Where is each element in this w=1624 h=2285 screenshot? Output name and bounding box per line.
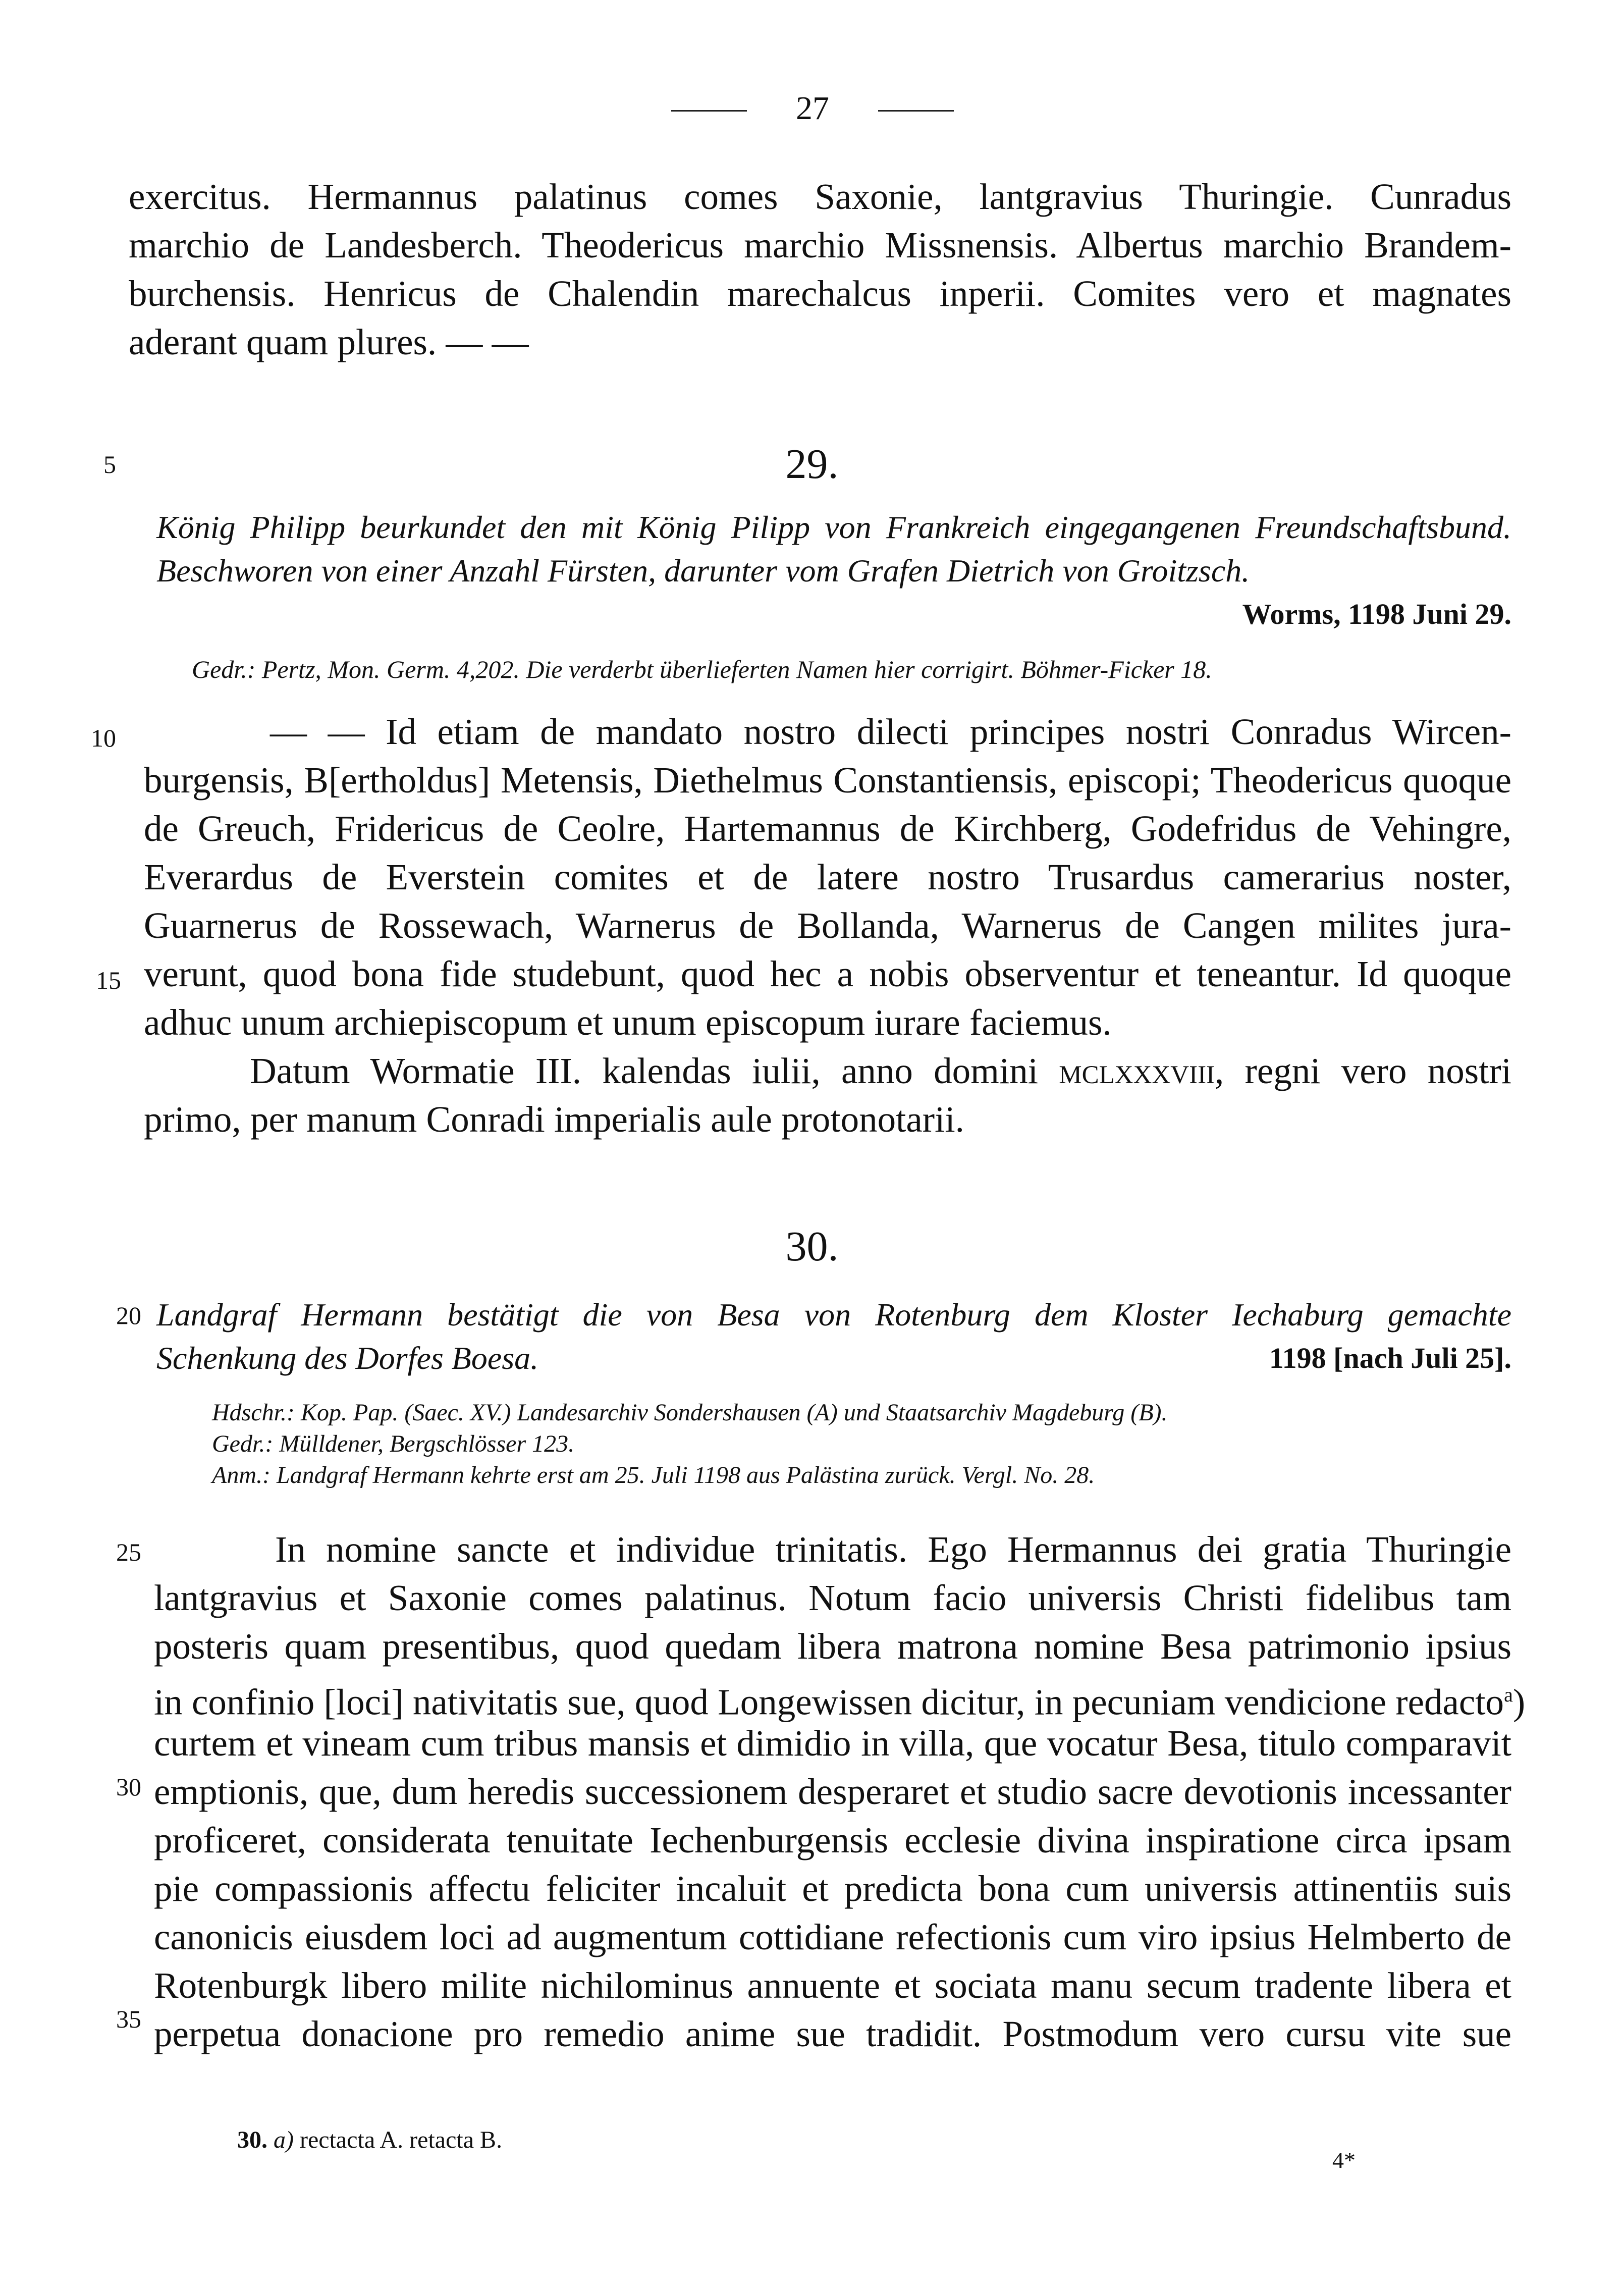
doc30-text: [154, 1524, 1526, 2080]
summary-line: Landgraf Hermann bestätigt die von Besa von Rotenburg dem Kloster Iechaburg gemachte: [156, 1297, 1511, 1333]
text-line: curtem et vineam cum tribus mansis et dimidio in villa, que vocatur Besa, titulo comparavit: [154, 1723, 1511, 1764]
meta-line: Hdschr.: Kop. Pap. (Saec. XV.) Landesarchiv Sondershausen (A) und Staatsarchiv Magdeburg (B).: [212, 1399, 1168, 1426]
line-number-5: 5: [103, 450, 116, 479]
text-line-content: in confinio [loci] nativitatis sue, quod Longewissen dicitur, in pecuniam vendicione redacto: [154, 1681, 1504, 1723]
text-line: primo, per manum Conradi imperialis aule protonotarii.: [144, 1099, 964, 1140]
text-line: burchensis. Henricus de Chalendin marechalcus inperii. Comites vero et magnates: [129, 273, 1511, 314]
header-rule-right: [878, 110, 954, 112]
doc30-meta: [212, 1398, 1423, 1499]
text-line: emptionis, que, dum heredis successionem desperaret et studio sacre devotionis incessanter: [154, 1771, 1511, 1812]
footnote-marker: a: [1504, 1683, 1513, 1706]
summary-line: Schenkung des Dorfes Boesa.: [156, 1340, 539, 1376]
meta-line: Gedr.: Mülldener, Bergschlösser 123.: [212, 1430, 575, 1457]
line-number-35: 35: [116, 2005, 141, 2033]
text-line: Everardus de Everstein comites et de latere nostro Trusardus camerarius noster,: [144, 857, 1511, 897]
line-number-20: 20: [116, 1301, 141, 1330]
meta-line: Anm.: Landgraf Hermann kehrte erst am 25. Juli 1198 aus Palästina zurück. Vergl. No. 28.: [212, 1462, 1095, 1489]
text-line: perpetua donacione pro remedio anime sue tradidit. Postmodum vero cursu vite sue: [154, 2013, 1511, 2054]
text-line: burgensis, B[ertholdus] Metensis, Diethelmus Constantiensis, episcopi; Theodericus quoque: [144, 760, 1511, 801]
doc30-summary: [156, 1292, 1511, 1383]
summary-line: Beschworen von einer Anzahl Fürsten, darunter vom Grafen Dietrich von Groitzsch.: [156, 553, 1250, 589]
signature-mark: 4*: [1332, 2147, 1356, 2173]
text-line: verunt, quod bona fide studebunt, quod hec a nobis observentur et teneantur. Id quoque: [144, 953, 1511, 994]
line-number-30: 30: [116, 1773, 141, 1801]
page-header: [0, 86, 1624, 131]
text-line: aderant quam plures. — —: [129, 322, 529, 362]
datum-line: [250, 1046, 1511, 1096]
text-line: marchio de Landesberch. Theodericus marchio Missnensis. Albertus marchio Brandem-: [129, 225, 1511, 265]
datum-year: mclxxxviii: [1059, 1050, 1215, 1091]
text-line: — — Id etiam de mandato nostro dilecti principes nostri Conradus Wircen-: [270, 711, 1511, 752]
text-line: exercitus. Hermannus palatinus comes Saxonie, lantgravius Thuringie. Cunradus: [129, 176, 1511, 217]
text-line: canonicis eiusdem loci ad augmentum cottidiane refectionis cum viro ipsius Helmberto de: [154, 1917, 1511, 1957]
text-line: in confinio [loci] nativitatis sue, quod Longewissen dicitur, in pecuniam vendicione redacto$^a$): [154, 1681, 1526, 1723]
footnote-text: rectacta A. retacta B.: [299, 2127, 503, 2153]
footnote: [237, 2125, 502, 2155]
doc29-summary: [156, 505, 1511, 641]
header-rule-left: [671, 110, 747, 112]
datum-start: Datum Wormatie III. kalendas iulii, anno domini: [250, 1050, 1059, 1091]
datum-end: , regni vero nostri: [1215, 1050, 1511, 1091]
footnote-ref: 30.: [237, 2127, 267, 2153]
summary-line: König Philipp beurkundet den mit König Pilipp von Frankreich eingegangenen Freundschaftsbund.: [156, 509, 1511, 545]
doc30-date: 1198 [nach Juli 25].: [1269, 1342, 1511, 1374]
text-line: adhuc unum archiepiscopum et unum episcopum iurare faciemus.: [144, 1002, 1112, 1043]
page-number: 27: [796, 90, 829, 127]
doc29-edition-note: Gedr.: Pertz, Mon. Germ. 4,202. Die verderbt überlieferten Namen hier corrigirt. Böhmer-Ficker 18.: [192, 655, 1212, 683]
text-line: pie compassionis affectu feliciter incaluit et predicta bona cum universis attinentiis suis: [154, 1868, 1511, 1909]
text-line: lantgravius et Saxonie comes palatinus. Notum facio universis Christi fidelibus tam: [154, 1577, 1511, 1618]
line-number-25: 25: [116, 1538, 141, 1566]
line-number-10: 10: [91, 724, 116, 752]
document-number-30: 30.: [785, 1223, 839, 1270]
doc29-text: [144, 707, 1511, 1161]
text-line: de Greuch, Fridericus de Ceolre, Hartemannus de Kirchberg, Godefridus de Vehingre,: [144, 808, 1511, 849]
doc29-date: Worms, 1198 Juni 29.: [1242, 598, 1511, 630]
text-line: Guarnerus de Rossewach, Warnerus de Bollanda, Warnerus de Cangen milites jura-: [144, 905, 1511, 946]
text-line: posteris quam presentibus, quod quedam libera matrona nomine Besa patrimonio ipsius: [154, 1626, 1511, 1667]
footnote-label: a): [274, 2127, 294, 2153]
text-line: In nomine sancte et individue trinitatis. Ego Hermannus dei gratia Thuringie: [275, 1529, 1511, 1570]
text-line: Rotenburgk libero milite nichilominus annuente et sociata manu secum tradente libera et: [154, 1965, 1511, 2006]
continuation-paragraph: [129, 172, 1511, 374]
document-number-29: 29.: [785, 441, 839, 488]
line-number-15: 15: [96, 966, 121, 994]
text-line: proficeret, considerata tenuitate Iechenburgensis ecclesie divina inspiratione circa ipsam: [154, 1820, 1511, 1861]
